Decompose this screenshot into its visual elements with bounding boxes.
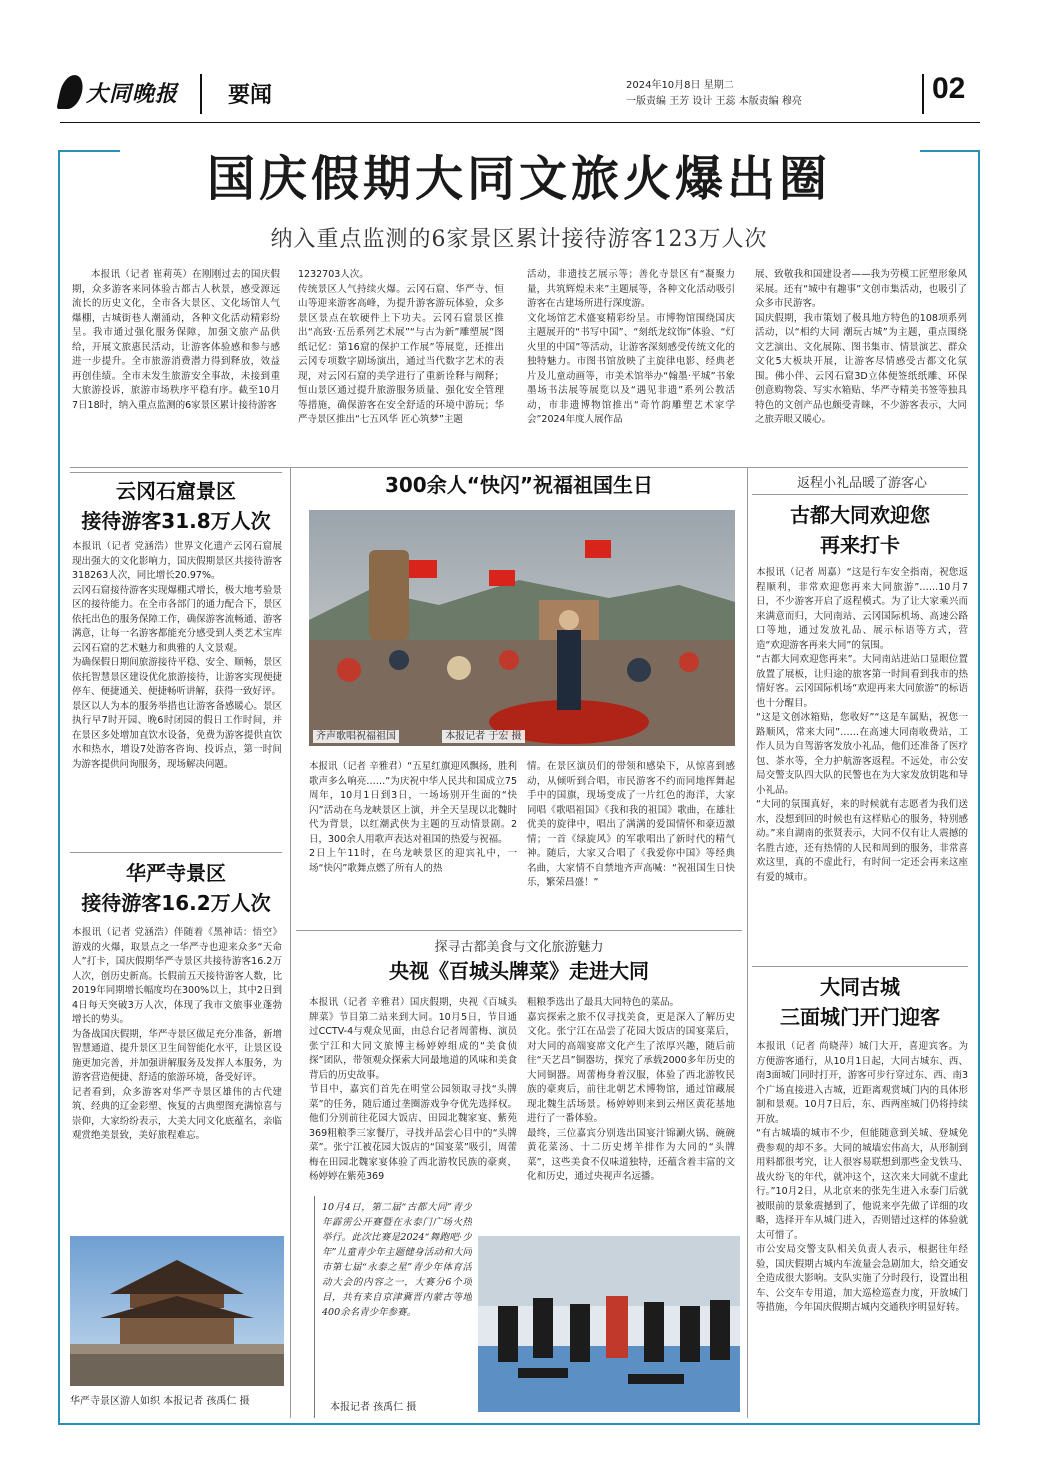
masthead-divider [200,74,202,114]
citygate-title [752,972,968,1032]
flashmob-title: 300余人“快闪”祝福祖国生日 [384,473,654,497]
citygate-body [756,1040,968,1416]
huayan-temple-photo [70,1236,284,1386]
welcome-title-line1: 古都大同欢迎您 [790,503,930,527]
welcome-kicker: 返程小礼品暖了游客心 [796,476,927,491]
huayan-title-line2: 接待游客16.2万人次 [81,891,271,915]
yungang-text: 本报讯（记者 党涵浩）世界文化遗产云冈石窟展现出强大的文化影响力，国庆假期景区共接待游客318263人次，同比增长20.97%。 云冈石窟接待游客实现爆棚式增长，极大地考验景区的接待能力。在全市各部门的通力配合下，景区依托出色的服务保障工作，确保游客流畅通、游客满意，让每一名游客都能充分感受到人类艺术宝库云冈石窟的艺术魅力和典雅的人文景观。 为确保假日期间旅游接待平稳、安全、顺畅，景区依托智慧景区建设优化旅游接待，让游客实现便捷停车、便捷通关、便捷畅听讲解，获得一致好评。 景区以人为本的服务举措也让游客备感暖心。景区执行早7时开园、晚6时闭园的假日工作时间，并在景区多处增加直饮水设备，免费为游客提供直饮水和热水，增设7处游客咨询、投诉点，第一时间为游客提供问询服务，现场解决问题。 [72,541,282,770]
flashmob-column-1 [309,760,517,932]
skating-kids-image [478,1236,740,1412]
lead-text-4: 展、致敬我和国建设者——我为劳模工匠塑形象风采展。还有“城中有趣事”文创市集活动，也吸引了众多市民游客。 国庆假期，我市策划了极具地方特色的108项系列活动，以“相约大同 潮玩古城”为主题，重点围绕文艺演出、文化展陈、图书集市、情景演艺、群众文化5大板块开展，让游客尽情感受古都文化氛围。佛小伴、云冈石窟3D立体便签纸纸雕、环保创意购物袋、写实水箱贴、华严寺精美书签等独具特色的文创产品也颇受青睐，不少游客表示，大同之旅弄眼又暖心。 [755,269,967,425]
flashmob-crowd-image [309,510,735,746]
welcome-top-rule [752,494,968,495]
cuisine-column-1 [309,996,517,1186]
column-rule-left [290,468,291,1418]
huayan-text: 本报讯（记者 党涵浩）伴随着《黑神话：悟空》游戏的火爆，取景点之一华严寺也迎来众多“天命人”打卡，国庆假期华严寺景区共接待游客16.2万人次，创历史新高。长假前五天接待游客人数，比2019年同期增长幅度均在300%以上，其中2日到4日每天突破3万人次，体现了我市文旅事业蓬勃增长的势头。 为备战国庆假期，华严寺景区做足充分准备，新增智慧通道、提升景区卫生间智能化水平，让景区设施更加完善，并加强讲解服务及发挥人本服务，为游客营造便捷、舒适的旅游环境，备受好评。 记者看到，众多游客对华严寺景区雄伟的古代建筑、经典的辽金彩塑、恢复的古典塑图充满惊喜与崇仰，大家纷纷表示，大美大同文化底蕴名，亲临观赏绝美景致，美好旅程难忘。 [72,927,282,1141]
yungang-body [72,540,282,852]
huayan-photo-caption: 华严寺景区游人如织 本报记者 孩禹仁 摄 [70,1396,250,1407]
competition-caption-box: 10月4日，第二届“古都大同”青少年霹雳公开赛暨在永泰门广场火热举行。此次比赛是2024“舞跑吧·少年”儿童青少年主题健身活动和大同市第七届“永泰之星”青少年体育活动大会的内容之一，大赛分6个项目，共有来自京津冀晋内蒙古等地400余名青少年参赛。 [322,1202,472,1318]
lead-bottom-rule [70,467,968,468]
column-rule-right [747,468,748,1418]
huayan-title-line1: 华严寺景区 [126,861,226,885]
welcome-title-line2: 再来打卡 [820,533,900,557]
masthead [60,68,980,120]
flashmob-text-1: 本报讯（记者 辛雅君）“五星红旗迎风飘扬，胜利歌声多么响亮……”为庆祝中华人民共和国成立75周年，10月1日到3日，一场场别开生面的“快闪”活动在乌龙峡景区上演，并全天呈现以北魏时代为背景，以红潮武侠为主题的互动情景剧。2日，300余人用歌声表达对祖国的热爱与祝福。 2日上午11时，在乌龙峡景区的迎宾礼中，一场“快闪”歌舞点燃了所有人的热 [309,761,517,874]
flashmob-photo [309,510,735,746]
yungang-title [70,476,282,536]
section-name: 要闻 [228,82,273,108]
yungang-title-line2: 接待游客31.8万人次 [81,509,271,533]
citygate-title-line2: 三面城门开门迎客 [780,1005,940,1029]
newspaper-logo [60,68,178,116]
temple-pavilion-image [70,1236,284,1386]
cuisine-text-2: 粗粮季选出了最具大同特色的菜品。 嘉宾探索之旅不仅寻找美食，更是深入了解历史文化。张宁江在品尝了花园大饭店的国宴菜后，对大同的高端宴席文化产生了浓厚兴趣，随后前往“天艺昌”铜器坊，探究了承载2000多年历史的大同铜器。周蕾梅身着汉服，体验了西北游牧民族的豪爽后，前往北朝艺术博物馆，通过馆藏展现北魏生活场景。杨婷婷则来到云州区黄花基地进行了一番体验。 最终，三位嘉宾分别选出国宴汁锦涮火锅、碗碗黄花菜汤、十二历史烤羊排作为大同的“头牌菜”，这些美食不仅味道独特，还蕴含着丰富的文化和历史，通过央视声名远播。 [527,997,735,1182]
lead-text-2: 1232703人次。 传统景区人气持续火爆。云冈石窟、华严寺、恒山等迎来游客高峰，为提升游客游玩体验，众多景区景点在软硬件上下功夫。云冈石窟景区推出“高致·五岳系列艺术展”“与古为新”雕塑展”图纸记忆：第16窟的保护工作展”等展览，还推出云冈专项数字剧场演出，通过当代数字艺术的表现，对云冈石窟的美学进行了重新诠释与阐释；恒山景区通过提升旅游服务质量、强化安全管理等措施，确保游客在安全舒适的环境中游玩；华严寺景区推出“七五风华 匠心筑梦”主题 [298,269,504,425]
yungang-top-rule [70,472,282,473]
sidebar-rule [314,1196,315,1418]
flashmob-photo-caption [313,727,525,742]
cuisine-text-1: 本报讯（记者 辛雅君）国庆假期，央视《百城头牌菜》节目第二站来到大同。10月5日，节目通过CCTV-4与观众见面，由总台记者周蕾梅、演员张宁江和大同文旅博主杨婷婷组成的“美食侦探”团队，带领观众探索大同最地道的风味和美食背后的历史故事。 节目中，嘉宾们首先在明堂公园领取寻找“头牌菜”的任务，随后通过垄圈游戏争夺优先选择权。他们分别前往花园大饭店、田园北魏家宴、紫苑369粗粮季三家餐厅，寻找并品尝心目中的“头牌菜”。张宁江被花园大饭店的“国宴菜”吸引，周蕾梅在田园北魏家宴体验了西北游牧民族的豪爽，杨婷婷在紫苑369 [309,997,517,1182]
cuisine-column-2 [527,996,735,1186]
flashmob-text-2: 情。在景区演员们的带领和感染下，从惊喜到感动，从倾听到合唱，市民游客不约而同地挥舞起手中的国旗，现场变成了一片红色的海洋，大家同唱《歌唱祖国》《我和我的祖国》歌曲，在雄壮优美的旋律中，唱出了满满的爱国情怀和豪迈激情；一首《绿旋风》的军歌唱出了新时代的精气神。随后，大家又合唱了《我爱你中国》等经典名曲，大家情不自禁地齐声高喊：“祝祖国生日快乐，繁荣昌盛！” [527,761,735,888]
editors-line: 一版责编 王芳 设计 王蕊 本版责编 穆亮 [626,96,802,107]
page-number: 02 [932,72,966,105]
competition-credit: 本报记者 孩禹仁 摄 [330,1402,417,1413]
logo-text: 大同晚报 [86,80,179,107]
lead-text-1: 本报讯（记者 崔莉英）在刚刚过去的国庆假期，众多游客来同体验古都古人秋景，感受源远流长的历史文化，全市各大景区、文化场馆人气爆棚，古城街巷人潮涌动，各种文化活动精彩纷呈。我市通过强化服务保障，加强文旅产品供给，开展文旅惠民活动，让游客体验感和参与感进一步提升。全市旅游消费潜力得到释放，效益再创佳绩。全市未发生旅游安全事故，未接到重大旅游投诉，旅游市场秩序平稳有序。截至10月7日18时，纳入重点监测的6家景区累计接待游客 [72,269,280,411]
huayan-body [72,926,282,1216]
logo-flame-icon [56,75,85,109]
huayan-top-rule [70,852,282,853]
page-subheadline: 纳入重点监测的6家景区累计接待游客123万人次 [270,227,768,252]
cuisine-title: 央视《百城头牌菜》走进大同 [389,959,649,983]
citygate-title-line1: 大同古城 [820,975,900,999]
citygate-top-rule [752,966,968,967]
lead-text-3: 活动，非遗技艺展示等；善化寺景区有“凝聚力量，共筑辉煌未来”主题展等，各种文化活动吸引游客在古建场所进行深度游。 文化场馆艺术盛宴精彩纷呈。市博物馆围绕国庆主题展开的“书写中国”、“刻纸龙纹饰”体验、“灯火里的中国”等活动，让游客深刻感受传统文化的独特魅力。市图书馆放映了主旋律电影、经典老片及儿童动画等，市美术馆举办“翰墨·平城”书象墨场书法展等展览以及“遇见非遗”系列公教活动，市非遗博物馆推出“奇竹韵雕塑艺术家学会”2024年度人展作品 [527,269,735,425]
page-headline: 国庆假期大同文旅火爆出圈 [206,151,831,207]
date-line: 2024年10月8日 星期二 [626,80,734,91]
welcome-body [756,566,968,964]
welcome-text: 本报讯（记者 周嘉）“这是行车安全指南，祝您返程顺利，非常欢迎您再来大同旅游”……10月7日，不少游客开启了返程模式。为了让大家乘兴而来满意而归，大同南站、云冈国际机场、高速公路口等地，通过发放礼品、展示标语等方式，营造“欢迎游客再来大同”的氛围。 “古都大同欢迎您再来”。大同南站进站口显眼位置放置了展板，让归途的旅客第一时间看到我市的热情好客。云冈国际机场“欢迎再来大同旅游”的标语也十分醒目。 “这是文创冰箱贴，您收好”“这是车属贴，祝您一路顺风，常来大同”……在高速大同南收费站，工作人员为自驾游客发放小礼品，他们还准备了医疗包、茶水等，全力护航游客返程。不远处，市公安局交警支队四大队的民警也在为大家发放钥匙和导小礼品。 “大同的氛围真好，来的时候就有志愿者为我们送水，没想到回的时候也有这样贴心的服务，特别感动。”来自湖南的张贤表示，大同不仅有让人震撼的名胜古迹，还有热情的人民和周到的服务，非常喜欢这里，真的不虚此行，有时间一定还会再来这座有爱的城市。 [756,567,968,883]
lead-column-1 [72,268,280,468]
page-number-divider [922,74,924,114]
competition-photo [478,1236,740,1412]
masthead-rule [60,122,980,123]
issue-info [626,78,802,110]
lead-column-4 [755,268,967,468]
flashmob-column-2 [527,760,735,932]
huayan-title [70,858,282,918]
citygate-text: 本报讯（记者 尚晓萍）城门大开，喜迎宾客。为方便游客通行，从10月1日起，大同古城东、西、南3面城门同时打开，游客可步行穿过东、西、南3个广场直接进入古城，近距离观赏城门内的具体形制和景观。10月7日后，东、西两座城门仍将持续开放。 “有古城墙的城市不少，但能随意到关城、登城免费参观的却不多。大同的城墙宏伟高大，从形制到用料都很考究，让人很容易联想到那些金戈铁马、战火纷飞的年代，就冲这个，这次来大同就不虚此行。”10月2日，从北京来的张先生进入永泰门后就被眼前的景象震撼到了，他说来亭先做了详细的攻略，选择开车从城门进入，否则错过这样的体验就太可惜了。 市公安局交警支队相关负责人表示，根据往年经验，国庆假期古城内车流量会急剧加大，给交通安全造成很大影响。支队实施了分时段行，设置出租车、公交车专用道，加大巡检巡查力度，开放城门等措施，今年国庆假期古城内交通秩序明显好转。 [756,1041,968,1313]
flashmob-caption-left: 齐声歌唱祝福祖国 [313,730,399,743]
lead-column-3 [527,268,735,468]
cuisine-kicker: 探寻古都美食与文化旅游魅力 [434,940,604,955]
welcome-title [752,500,968,560]
lead-column-2 [298,268,504,468]
yungang-title-line1: 云冈石窟景区 [116,479,236,503]
cuisine-top-rule [296,930,742,931]
flashmob-caption-right: 本报记者 于宏 摄 [442,730,524,743]
